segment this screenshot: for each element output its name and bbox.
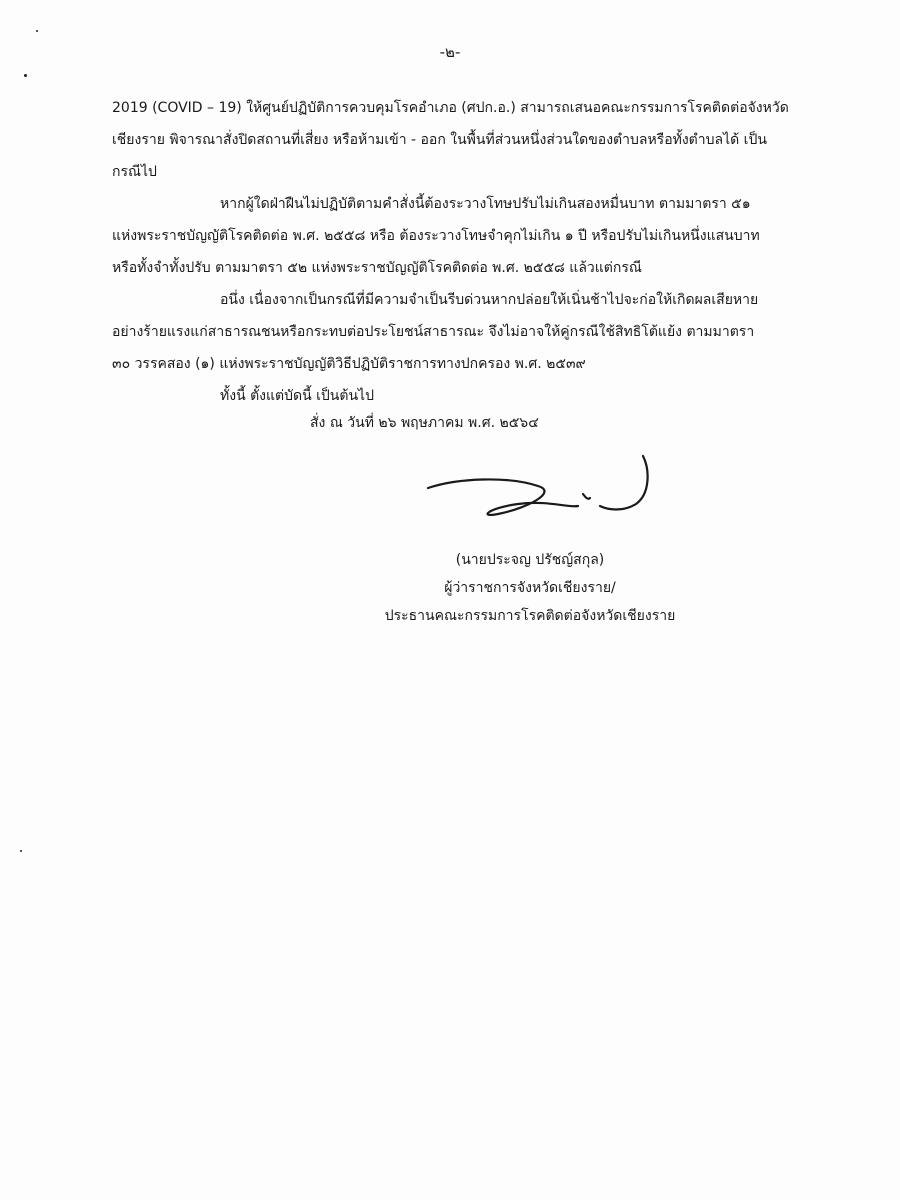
page-number: -๒- (439, 43, 461, 61)
signer-position-1: ผู้ว่าราชการจังหวัดเชียงราย/ (444, 580, 616, 596)
body-line-3: กรณีไป (112, 164, 157, 180)
signer-name: (นายประจญ ปรัชญ์สกุล) (455, 552, 605, 568)
body-line-5: แห่งพระราชบัญญัติโรคติดต่อ พ.ศ. ๒๕๕๘ หรือ ต้องระวางโทษจำคุกไม่เกิน ๑ ปี หรือปรับไม่เกินหนึ่งแสนบาท (112, 228, 760, 244)
signature-image (418, 450, 658, 530)
scan-speck (20, 850, 22, 852)
body-line-6: หรือทั้งจำทั้งปรับ ตามมาตรา ๕๒ แห่งพระราชบัญญัติโรคติดต่อ พ.ศ. ๒๕๕๘ แล้วแต่กรณี (112, 260, 642, 276)
scan-speck (36, 30, 38, 32)
signer-block (330, 546, 730, 630)
body-line-10: ทั้งนี้ ตั้งแต่บัดนี้ เป็นต้นไป (220, 388, 374, 404)
sign-date: สั่ง ณ วันที่ ๒๖ พฤษภาคม พ.ศ. ๒๕๖๔ (310, 415, 539, 431)
body-line-7: อนึ่ง เนื่องจากเป็นกรณีที่มีความจำเป็นรีบด่วนหากปล่อยให้เนิ่นช้าไปจะก่อให้เกิดผลเสียหาย (220, 292, 759, 308)
body-line-4: หากผู้ใดฝ่าฝืนไม่ปฏิบัติตามคำสั่งนี้ต้องระวางโทษปรับไม่เกินสองหมื่นบาท ตามมาตรา ๕๑ (220, 196, 751, 212)
body-line-2: เชียงราย พิจารณาสั่งปิดสถานที่เสี่ยง หรือห้ามเข้า - ออก ในพื้นที่ส่วนหนึ่งส่วนใดของตำบลหรือทั้งตำบลได้ เป็น (112, 132, 767, 148)
scan-speck (24, 74, 27, 77)
body-line-9: ๓๐ วรรคสอง (๑) แห่งพระราชบัญญัติวิธีปฏิบัติราชการทางปกครอง พ.ศ. ๒๕๓๙ (112, 356, 586, 372)
document-body (112, 92, 812, 412)
signer-position-2: ประธานคณะกรรมการโรคติดต่อจังหวัดเชียงราย (384, 608, 676, 624)
body-line-8: อย่างร้ายแรงแก่สาธารณชนหรือกระทบต่อประโยชน์สาธารณะ จึงไม่อาจให้คู่กรณีใช้สิทธิโต้แย้ง ตามมาตรา (112, 324, 755, 340)
body-line-1: 2019 (COVID – 19) ให้ศูนย์ปฏิบัติการควบคุมโรคอำเภอ (ศปก.อ.) สามารถเสนอคณะกรรมการโรคติดต่อจังหวัด (112, 100, 789, 116)
